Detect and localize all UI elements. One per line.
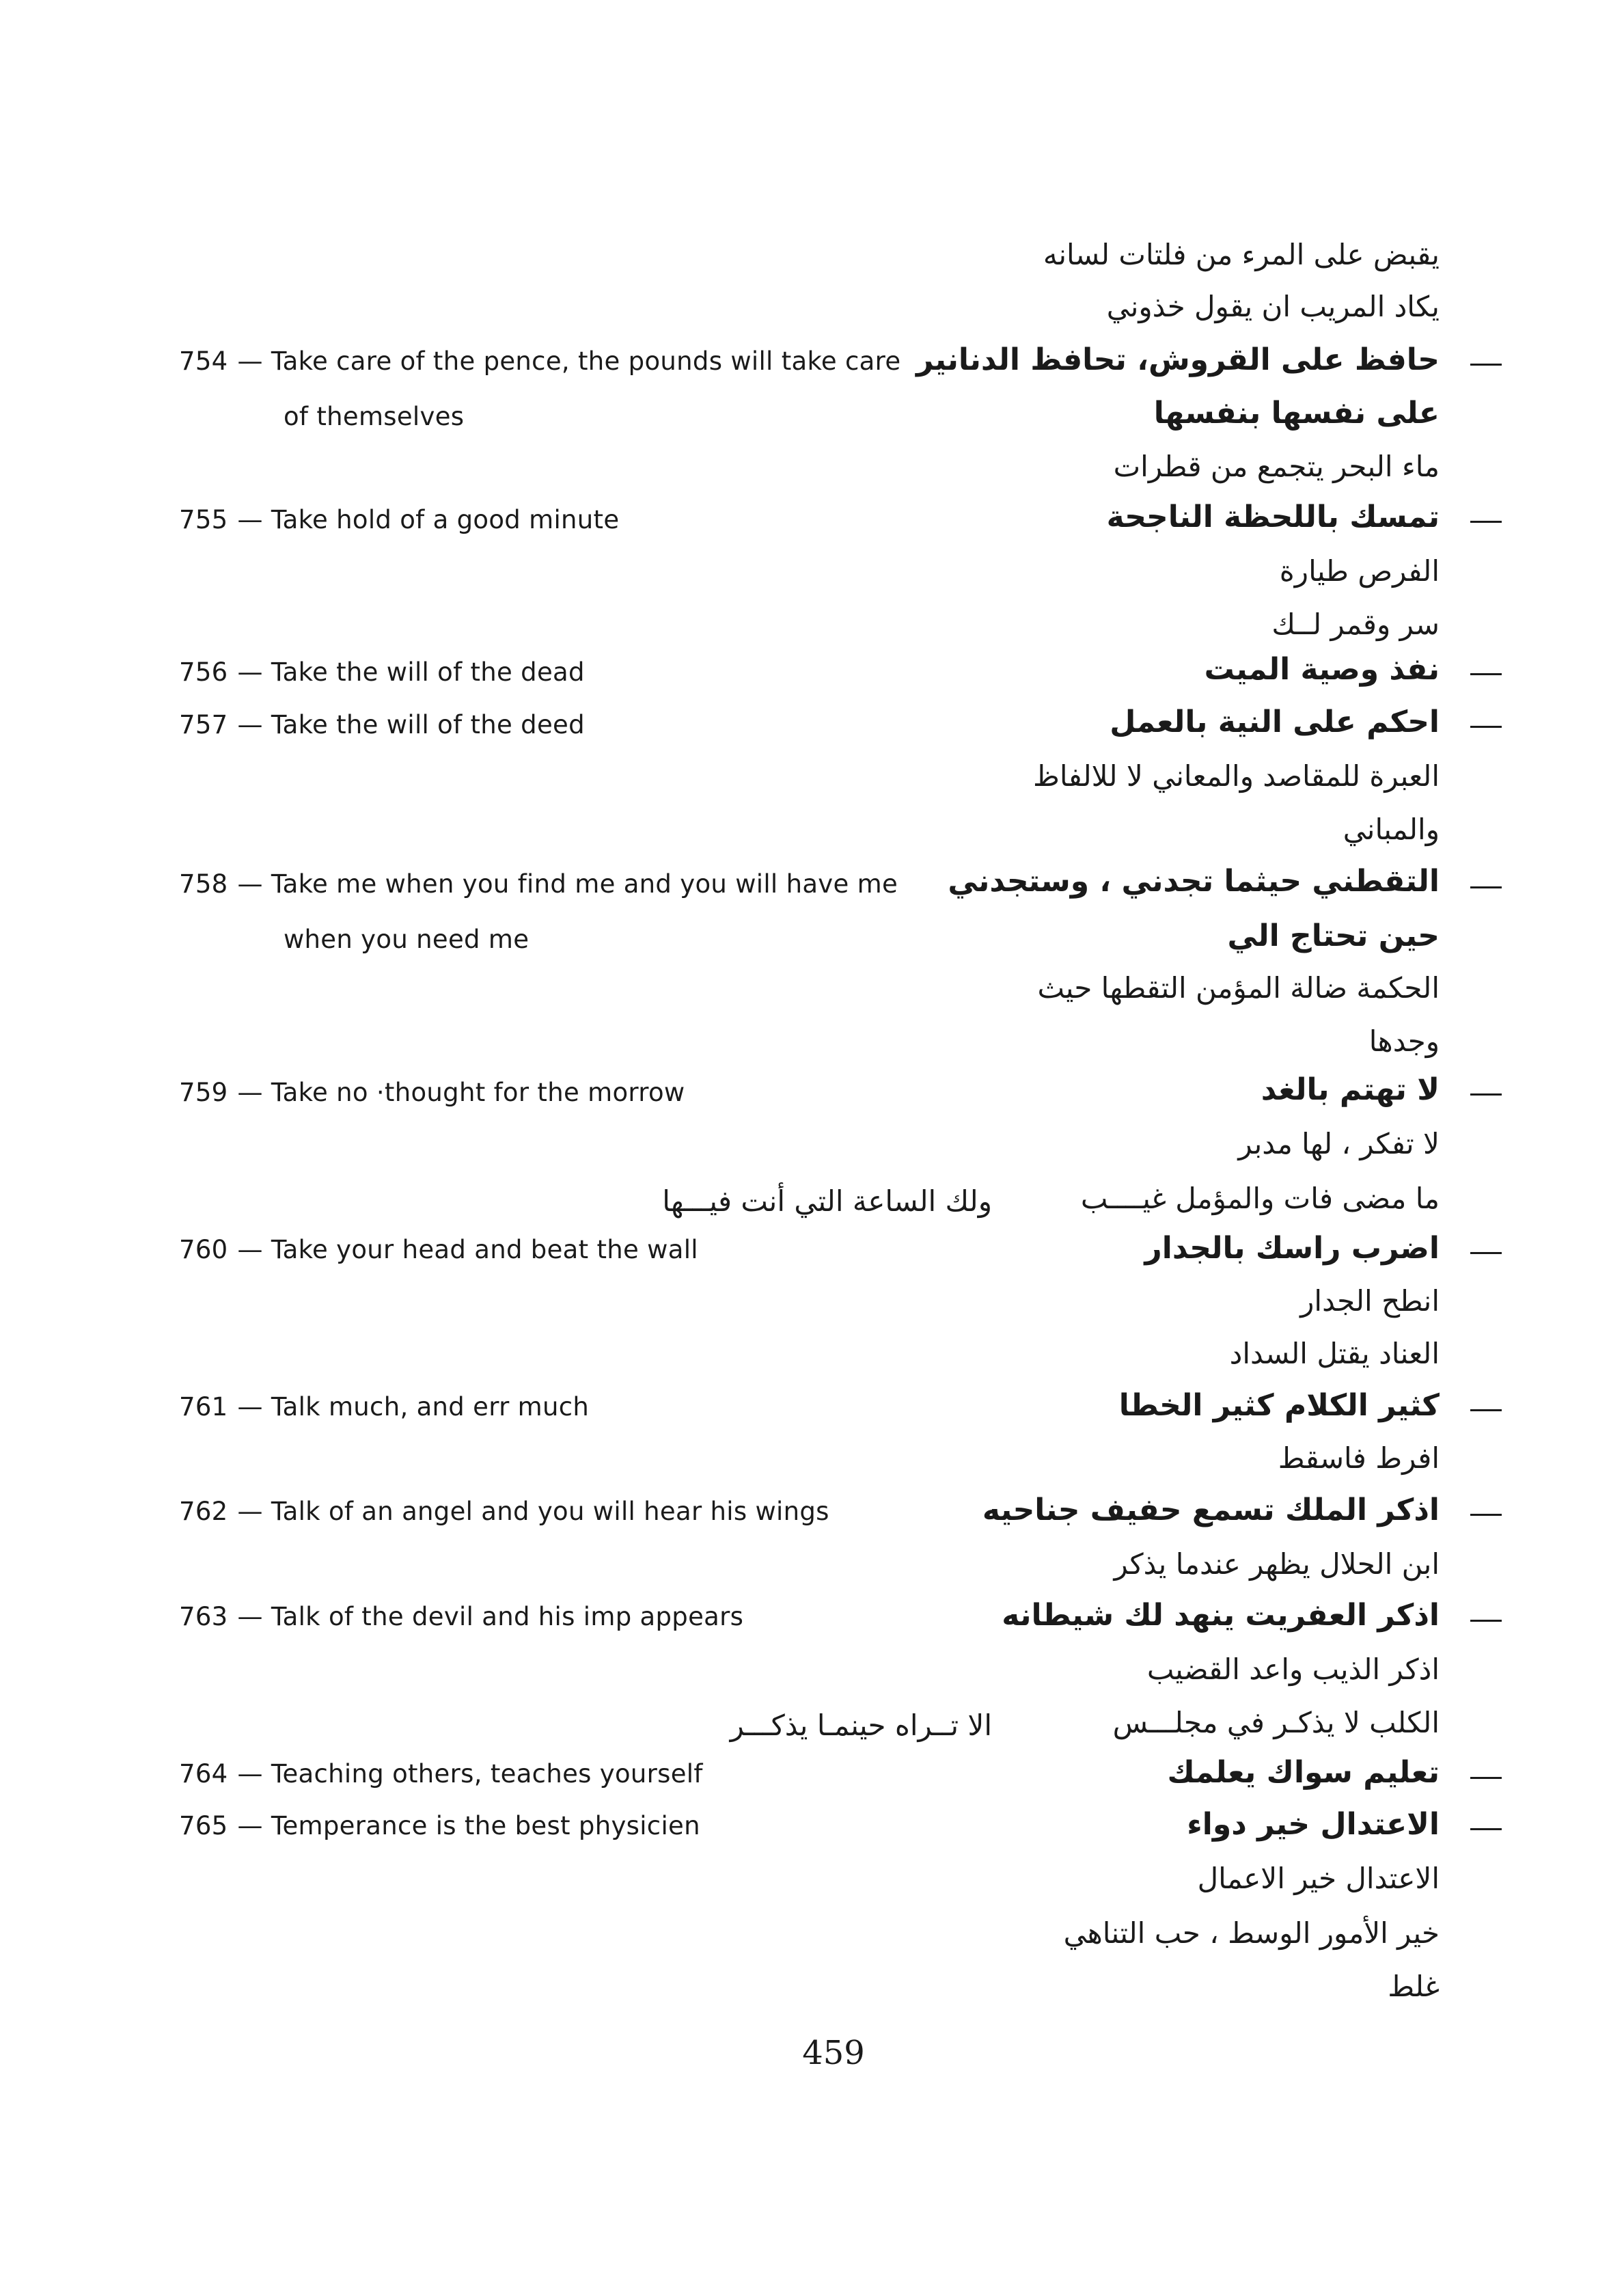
english-proverb: Talk of an angel and you will hear his wings [271, 1497, 829, 1526]
arabic-proverb: اضرب راسك بالجدار [1144, 1231, 1440, 1266]
arabic-verse-left: ولك الساعة التي أنت فيـــها [662, 1184, 992, 1218]
entry-762 [179, 1499, 999, 1524]
arabic-line: افرط فاسقط [1278, 1441, 1440, 1475]
arabic-line: لا تفكر ، لها مدبر [1238, 1127, 1440, 1160]
entry-760 [179, 1237, 999, 1262]
arabic-line: يكاد المريب ان يقول خذوني [1106, 290, 1440, 323]
arabic-line: الحكمة ضالة المؤمن التقطها حيث [1037, 971, 1440, 1005]
arabic-verse-left: الا تــراه حينمـا يذكـــر [730, 1709, 992, 1742]
english-proverb: Talk of the devil and his imp appears [271, 1602, 744, 1631]
dash: — [237, 505, 263, 534]
arabic-verse-right: ما مضى فات والمؤمل غيــــب [1080, 1182, 1440, 1215]
dash: — [237, 1392, 263, 1422]
dash: — [237, 1602, 263, 1631]
dash: — [237, 1235, 263, 1264]
arabic-line: الاعتدال خير الاعمال [1197, 1862, 1440, 1895]
arabic-proverb: التقطني حيثما تجدني ، وستجدني [948, 864, 1440, 899]
arabic-proverb: نفذ وصية الميت [1204, 652, 1440, 687]
arabic-line: انطح الجدار [1300, 1284, 1440, 1318]
arabic-line: يقبض على المرء من فلتات لسانه [1043, 238, 1440, 271]
dash: — [237, 657, 263, 687]
arabic-dash [1470, 521, 1502, 523]
english-proverb: Take no ·thought for the morrow [271, 1078, 685, 1107]
english-proverb: Teaching others, teaches yourself [271, 1759, 703, 1789]
arabic-proverb: الاعتدال خير دواء [1187, 1807, 1440, 1842]
english-proverb: Take hold of a good minute [271, 505, 620, 534]
english-proverb: Take your head and beat the wall [271, 1235, 698, 1264]
entry-759 [179, 1080, 999, 1105]
page-number: 459 [802, 2034, 865, 2072]
arabic-dash [1470, 1620, 1502, 1622]
entry-number: 755 [179, 505, 228, 534]
dash: — [237, 1811, 263, 1840]
english-proverb: Temperance is the best physicien [271, 1811, 700, 1840]
arabic-line: اذكر الذيب واعد القضيب [1146, 1653, 1440, 1686]
english-proverb: Take the will of the deed [271, 710, 585, 739]
entry-number: 761 [179, 1392, 228, 1422]
dash: — [237, 1078, 263, 1107]
dash: — [237, 869, 263, 899]
arabic-proverb: احكم على النية بالعمل [1110, 705, 1440, 739]
arabic-proverb: اذكر العفريت ينهد لك شيطانه [1002, 1598, 1440, 1633]
arabic-proverb: حين تحتاج الي [1227, 919, 1440, 953]
english-proverb-continued: of themselves [284, 402, 465, 431]
arabic-dash [1470, 1828, 1502, 1830]
english-proverb: Take me when you find me and you will have me [271, 869, 898, 899]
arabic-proverb: حافظ على القروش، تحافظ الدنانير [916, 342, 1440, 377]
arabic-dash [1470, 1252, 1502, 1254]
entry-number: 759 [179, 1078, 228, 1107]
entry-number: 758 [179, 869, 228, 899]
arabic-proverb: على نفسها بنفسها [1153, 396, 1440, 431]
arabic-dash [1470, 1777, 1502, 1779]
arabic-proverb: كثير الكلام كثير الخطا [1118, 1388, 1440, 1423]
arabic-dash [1470, 673, 1502, 675]
arabic-line: سر وقمر لــك [1271, 608, 1440, 641]
entry-765 [179, 1813, 999, 1838]
arabic-proverb: تمسك باللحظة الناجحة [1106, 500, 1440, 534]
entry-number: 762 [179, 1497, 228, 1526]
arabic-line: غلط [1388, 1970, 1440, 2003]
arabic-proverb: اذكر الملك تسمع حفيف جناحيه [982, 1493, 1440, 1527]
entry-763 [179, 1604, 999, 1629]
entry-756 [179, 657, 999, 687]
entry-761 [179, 1392, 999, 1422]
arabic-dash [1470, 886, 1502, 888]
arabic-line: العناد يقتل السداد [1229, 1337, 1440, 1370]
entry-number: 754 [179, 346, 228, 376]
arabic-line: الفرص طيارة [1279, 554, 1440, 588]
arabic-proverb: تعليم سواك يعلمك [1167, 1755, 1440, 1790]
arabic-line: خير الأمور الوسط ، حب التناهي [1063, 1916, 1440, 1950]
arabic-dash [1470, 1093, 1502, 1096]
arabic-line: والمباني [1343, 813, 1440, 846]
arabic-line: ابن الحلال يظهر عندما يذكر [1114, 1547, 1440, 1581]
dash: — [237, 1759, 263, 1789]
entry-number: 763 [179, 1602, 228, 1631]
entry-764 [179, 1759, 999, 1789]
entry-754 [179, 346, 999, 376]
arabic-line: العبرة للمقاصد والمعاني لا للالفاظ [1033, 759, 1440, 793]
arabic-dash [1470, 726, 1502, 728]
arabic-dash [1470, 364, 1502, 366]
entry-755 [179, 507, 999, 532]
arabic-line: ماء البحر يتجمع من قطرات [1113, 450, 1440, 483]
entry-number: 765 [179, 1811, 228, 1840]
dash: — [237, 710, 263, 739]
entry-number: 760 [179, 1235, 228, 1264]
dash: — [237, 346, 263, 376]
arabic-proverb: لا تهتم بالغد [1261, 1072, 1440, 1107]
arabic-dash [1470, 1514, 1502, 1516]
entry-number: 756 [179, 657, 228, 687]
arabic-verse-right: الكلب لا يذكـر في مجلـــس [1112, 1706, 1440, 1739]
english-proverb-continued: when you need me [284, 925, 529, 954]
entry-758 [179, 871, 999, 897]
english-proverb: Take care of the pence, the pounds will take care [271, 346, 901, 376]
arabic-dash [1470, 1409, 1502, 1411]
entry-number: 757 [179, 710, 228, 739]
english-proverb: Take the will of the dead [271, 657, 585, 687]
english-proverb: Talk much, and err much [271, 1392, 590, 1422]
dash: — [237, 1497, 263, 1526]
entry-number: 764 [179, 1759, 228, 1789]
arabic-line: وجدها [1368, 1024, 1440, 1058]
entry-757 [179, 712, 999, 737]
